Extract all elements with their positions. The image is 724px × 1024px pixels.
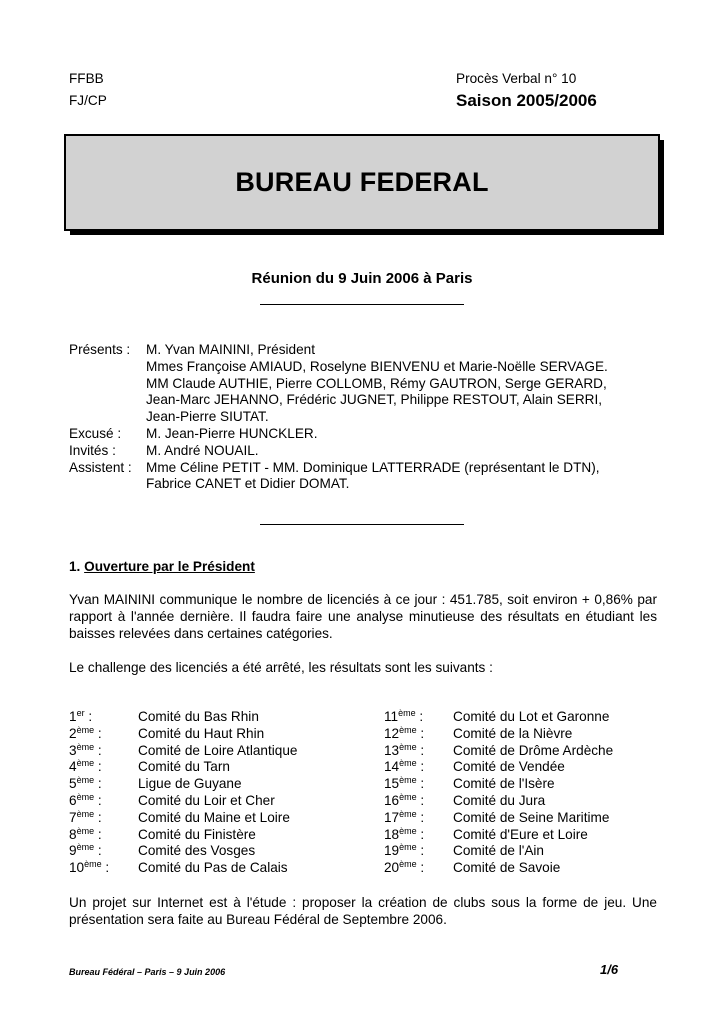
ranking-row: [384, 776, 613, 793]
paragraph-challenge: Le challenge des licenciés a été arrêté, les résultats sont les suivants :: [69, 660, 493, 675]
footer-text: Bureau Fédéral – Paris – 9 Juin 2006: [69, 967, 226, 977]
ranking-row: [384, 810, 613, 827]
ranking-suffix: ème: [398, 708, 416, 718]
attendance-line: M. André NOUAIL.: [146, 442, 259, 458]
org-name: FFBB: [69, 71, 104, 86]
ranking-number: 11: [384, 709, 399, 724]
ranking-row: [384, 743, 613, 760]
ranking-position: [69, 709, 138, 726]
ranking-position: [384, 827, 453, 844]
meeting-title: Réunion du 9 Juin 2006 à Paris: [251, 270, 473, 287]
ranking-separator: :: [94, 776, 102, 792]
section-heading: [69, 559, 255, 574]
ranking-position: [69, 810, 138, 827]
ranking-committee: Comité du Bas Rhin: [138, 709, 259, 724]
ranking-suffix: ème: [399, 842, 417, 853]
ranking-row: [69, 843, 297, 860]
paragraph-licences: Yvan MAININI communique le nombre de licenciés à ce jour : 451.785, soit environ + 0,86% par rapport à l'année dernière. Il faudra faire une analyse minutieuse des résultats en étudiant les baisses relevées dans certaines catégories.: [69, 592, 657, 641]
ranking-separator: :: [84, 709, 93, 724]
ranking-suffix: ème: [76, 825, 95, 836]
ranking-separator: :: [94, 792, 102, 808]
attendance-row: [69, 392, 659, 409]
attendance-line: Fabrice CANET et Didier DOMAT.: [146, 476, 350, 492]
attendance-row: [69, 476, 659, 493]
ranking-committee: Comité de Seine Maritime: [453, 809, 610, 825]
ranking-row: [69, 793, 297, 810]
attendance-line: MM Claude AUTHIE, Pierre COLLOMB, Rémy GAUTRON, Serge GERARD,: [146, 375, 607, 391]
ranking-suffix: ème: [399, 808, 417, 819]
ranking-row: [384, 793, 613, 810]
ranking-number: 9: [69, 843, 77, 859]
ranking-number: 16: [384, 792, 400, 808]
ranking-position: [384, 776, 453, 793]
page-number: 1/6: [600, 962, 619, 977]
ranking-suffix: ème: [76, 842, 95, 853]
attendance-row: [69, 443, 659, 460]
attendance-row: [69, 359, 659, 376]
attendance-block: [69, 342, 659, 493]
ranking-committee: Comité des Vosges: [138, 843, 256, 859]
ranking-suffix: er: [76, 708, 85, 718]
ranking-suffix: ème: [76, 791, 95, 802]
ranking-separator: :: [94, 742, 102, 758]
ranking-row: [384, 827, 613, 844]
rankings-left: [69, 709, 297, 877]
header-right: [456, 68, 597, 112]
ranking-suffix: ème: [399, 758, 417, 769]
attendance-row: [69, 409, 659, 426]
attendance-label: Présents :: [69, 342, 131, 357]
minutes-number: Procès Verbal n° 10: [456, 71, 577, 86]
ranking-suffix: ème: [399, 825, 417, 836]
ranking-separator: :: [94, 725, 102, 741]
ranking-number: 7: [69, 809, 77, 825]
ranking-suffix: ème: [84, 859, 102, 870]
ranking-position: [69, 860, 138, 877]
attendance-line: Jean-Marc JEHANNO, Frédéric JUGNET, Philippe RESTOUT, Alain SERRI,: [146, 392, 603, 408]
ranking-separator: :: [416, 725, 425, 741]
ranking-committee: Comité du Maine et Loire: [138, 809, 290, 825]
attendance-label: [69, 476, 146, 493]
attendance-row: [69, 342, 659, 359]
ranking-suffix: ème: [399, 724, 417, 735]
ranking-position: [384, 793, 453, 810]
attendance-line: M. Yvan MAININI, Président: [146, 342, 315, 357]
ranking-suffix: ème: [76, 724, 95, 735]
ranking-committee: Ligue de Guyane: [138, 776, 242, 792]
ranking-suffix: ème: [76, 741, 95, 752]
ranking-number: 3: [69, 742, 77, 758]
ranking-number: 5: [69, 776, 77, 792]
ranking-position: [384, 860, 453, 877]
title-banner: [64, 134, 660, 231]
ranking-committee: Comité d'Eure et Loire: [453, 826, 588, 842]
ranking-separator: :: [416, 809, 425, 825]
ranking-row: [69, 827, 297, 844]
ranking-number: 14: [384, 759, 400, 775]
ranking-position: [384, 743, 453, 760]
ranking-separator: :: [94, 759, 102, 775]
ranking-row: [69, 726, 297, 743]
attendance-row: [69, 460, 659, 477]
ranking-committee: Comité de Loire Atlantique: [138, 742, 298, 758]
ranking-committee: Comité du Loir et Cher: [138, 792, 275, 808]
attendance-label: Assistent :: [69, 459, 132, 475]
ranking-row: [384, 860, 613, 877]
attendance-line: Mme Céline PETIT - MM. Dominique LATTERRADE (représentant le DTN),: [146, 459, 600, 475]
ranking-committee: Comité de Savoie: [453, 860, 561, 876]
ranking-separator: :: [101, 860, 110, 876]
ranking-suffix: ème: [76, 808, 95, 819]
ranking-suffix: ème: [399, 791, 417, 802]
ranking-row: [69, 743, 297, 760]
ranking-position: [69, 793, 138, 810]
section-title: Ouverture par le Président: [84, 559, 255, 574]
ranking-position: [69, 776, 138, 793]
header-left: [69, 68, 107, 112]
ranking-separator: :: [94, 843, 102, 859]
ranking-position: [69, 827, 138, 844]
ranking-position: [384, 843, 453, 860]
ranking-row: [384, 759, 613, 776]
divider-top: [260, 304, 464, 305]
ranking-number: 1: [69, 709, 77, 724]
ranking-separator: :: [416, 860, 425, 876]
ranking-row: [384, 709, 613, 726]
ranking-position: [69, 759, 138, 776]
ranking-separator: :: [415, 709, 424, 724]
divider-bottom: [260, 524, 464, 525]
ranking-suffix: ème: [76, 758, 95, 769]
ranking-position: [384, 726, 453, 743]
attendance-label: Excusé :: [69, 425, 122, 441]
ranking-committee: Comité du Jura: [453, 792, 546, 808]
attendance-line: Jean-Pierre SIUTAT.: [146, 409, 269, 425]
rankings-right: [384, 709, 613, 877]
ranking-number: 20: [384, 860, 400, 876]
ranking-row: [384, 843, 613, 860]
ranking-number: 2: [69, 725, 77, 741]
ranking-separator: :: [416, 759, 425, 775]
page-title: BUREAU FEDERAL: [235, 167, 489, 197]
season: Saison 2005/2006: [456, 91, 597, 110]
attendance-label: [69, 376, 146, 393]
ranking-committee: Comité du Lot et Garonne: [453, 709, 610, 724]
ranking-number: 19: [384, 843, 400, 859]
ranking-position: [384, 709, 453, 726]
ranking-suffix: ème: [76, 775, 95, 786]
ref-code: FJ/CP: [69, 93, 107, 108]
ranking-number: 17: [384, 809, 400, 825]
ranking-committee: Comité de Vendée: [453, 759, 565, 775]
ranking-suffix: ème: [399, 859, 417, 870]
ranking-suffix: ème: [399, 775, 417, 786]
attendance-line: M. Jean-Pierre HUNCKLER.: [146, 425, 318, 441]
ranking-number: 8: [69, 826, 77, 842]
ranking-number: 13: [384, 742, 400, 758]
ranking-separator: :: [94, 826, 102, 842]
ranking-row: [384, 726, 613, 743]
ranking-committee: Comité du Pas de Calais: [138, 860, 288, 876]
paragraph-internet: Un projet sur Internet est à l'étude : proposer la création de clubs sous la forme de jeu. Une présentation sera faite au Bureau Fédéral de Septembre 2006.: [69, 895, 657, 927]
ranking-separator: :: [94, 809, 102, 825]
ranking-row: [69, 709, 297, 726]
ranking-committee: Comité de Drôme Ardèche: [453, 742, 614, 758]
ranking-suffix: ème: [399, 741, 417, 752]
ranking-position: [384, 759, 453, 776]
ranking-number: 6: [69, 792, 77, 808]
section-number: 1.: [69, 559, 81, 574]
ranking-separator: :: [416, 792, 425, 808]
ranking-committee: Comité du Tarn: [138, 759, 230, 775]
ranking-committee: Comité du Finistère: [138, 826, 256, 842]
attendance-label: [69, 392, 146, 409]
ranking-number: 18: [384, 826, 400, 842]
ranking-position: [69, 726, 138, 743]
attendance-label: Invités :: [69, 442, 116, 458]
ranking-committee: Comité du Haut Rhin: [138, 725, 265, 741]
ranking-separator: :: [416, 843, 425, 859]
ranking-separator: :: [416, 776, 425, 792]
ranking-number: 10: [69, 860, 85, 876]
ranking-number: 4: [69, 759, 77, 775]
ranking-row: [69, 810, 297, 827]
ranking-number: 12: [384, 725, 400, 741]
ranking-separator: :: [416, 742, 425, 758]
ranking-position: [69, 843, 138, 860]
attendance-line: Mmes Françoise AMIAUD, Roselyne BIENVENU et Marie-Noëlle SERVAGE.: [146, 358, 608, 374]
ranking-position: [384, 810, 453, 827]
ranking-committee: Comité de l'Isère: [453, 776, 555, 792]
ranking-row: [69, 860, 297, 877]
attendance-label: [69, 359, 146, 376]
ranking-row: [69, 776, 297, 793]
ranking-row: [69, 759, 297, 776]
ranking-position: [69, 743, 138, 760]
ranking-committee: Comité de l'Ain: [453, 843, 544, 859]
attendance-label: [69, 409, 146, 426]
attendance-row: [69, 376, 659, 393]
ranking-number: 15: [384, 776, 400, 792]
ranking-separator: :: [416, 826, 425, 842]
attendance-row: [69, 426, 659, 443]
ranking-committee: Comité de la Nièvre: [453, 725, 573, 741]
